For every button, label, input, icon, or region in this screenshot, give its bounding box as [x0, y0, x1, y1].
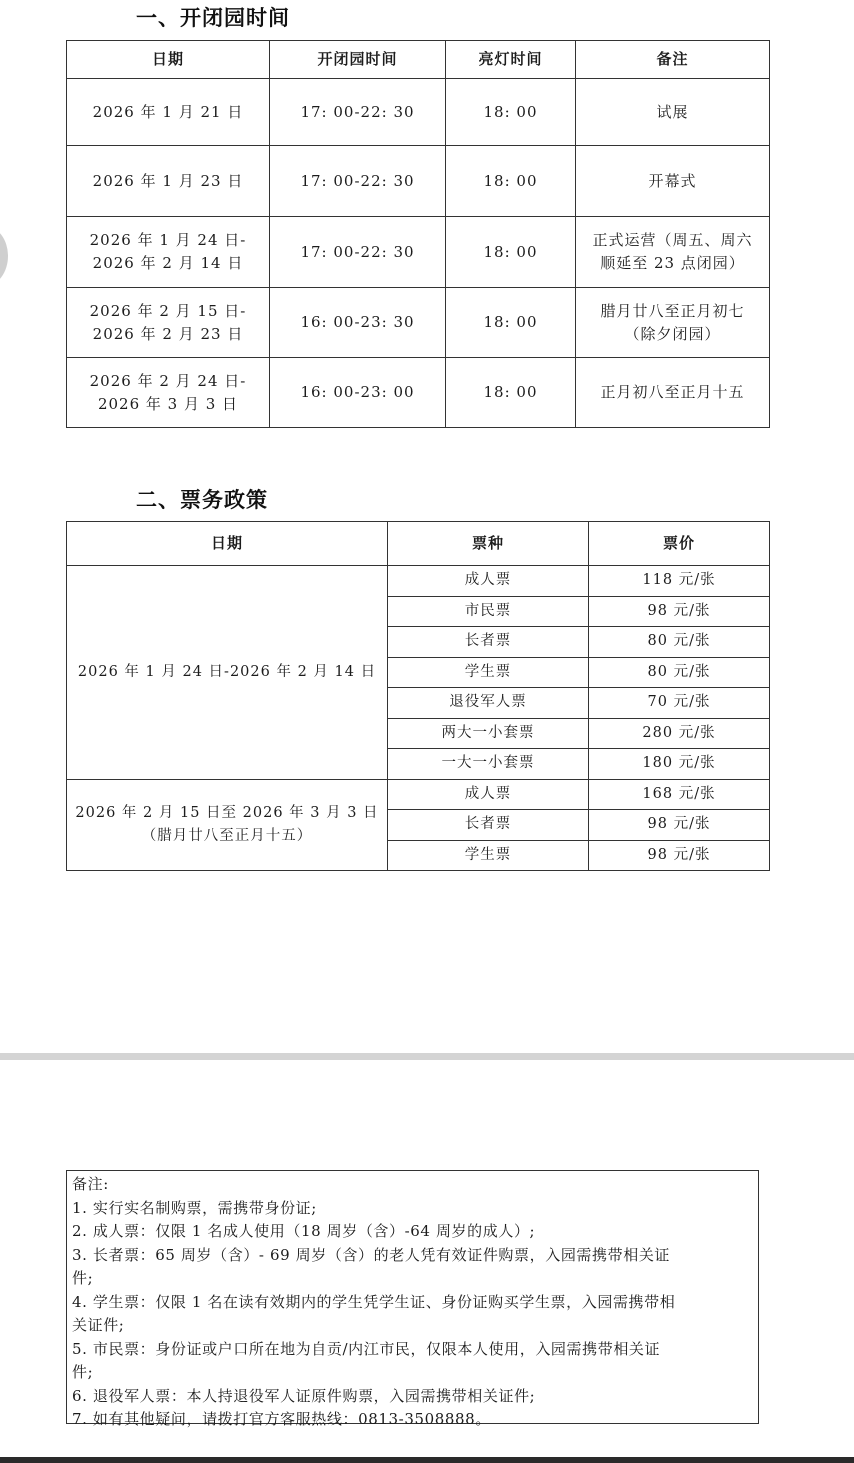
ticket-price-cell: 180 元/张	[589, 749, 770, 780]
ticket-type-cell: 学生票	[388, 657, 589, 688]
table-row	[67, 779, 770, 810]
notes-box	[66, 1170, 759, 1428]
date-cell: 2026 年 1 月 24 日- 2026 年 2 月 14 日	[67, 217, 270, 288]
notes-title: 备注:	[72, 1175, 109, 1193]
table-row	[67, 566, 770, 597]
hours-cell: 17: 00-22: 30	[270, 217, 446, 288]
tickets-header-row	[67, 522, 770, 566]
ticket-price-cell: 280 元/张	[589, 718, 770, 749]
header-lighting-time: 亮灯时间	[446, 41, 576, 79]
table-row	[67, 217, 770, 288]
ticket-price-cell: 80 元/张	[589, 657, 770, 688]
header-opening-hours: 开闭园时间	[270, 41, 446, 79]
notes-line: 5. 市民票：身份证或户口所在地为自贡/内江市民，仅限本人使用，入园需携带相关证	[72, 1339, 661, 1358]
date-range-cell: 2026 年 2 月 15 日至 2026 年 3 月 3 日 （腊月廿八至正月十五）	[67, 779, 388, 871]
date-cell: 2026 年 1 月 23 日	[67, 146, 270, 217]
note-cell: 开幕式	[576, 146, 770, 217]
date-cell: 2026 年 1 月 21 日	[67, 79, 270, 146]
ticket-type-cell: 成人票	[388, 779, 589, 810]
page-divider	[0, 1053, 854, 1060]
ticket-price-cell: 98 元/张	[589, 596, 770, 627]
lights-cell: 18: 00	[446, 79, 576, 146]
ticket-type-cell: 长者票	[388, 810, 589, 841]
hours-cell: 16: 00-23: 30	[270, 288, 446, 358]
notes-line: 4. 学生票：仅限 1 名在读有效期内的学生凭学生证、身份证购买学生票，入园需携带相	[72, 1292, 676, 1311]
notes-line: 1. 实行实名制购票，需携带身份证;	[72, 1198, 317, 1217]
table-row	[67, 358, 770, 428]
ticket-type-cell: 两大一小套票	[388, 718, 589, 749]
note-cell: 正式运营（周五、周六 顺延至 23 点闭园）	[576, 217, 770, 288]
date-cell: 2026 年 2 月 15 日- 2026 年 2 月 23 日	[67, 288, 270, 358]
hours-header-row	[67, 41, 770, 79]
ticket-type-cell: 一大一小套票	[388, 749, 589, 780]
date-cell: 2026 年 2 月 24 日- 2026 年 3 月 3 日	[67, 358, 270, 428]
hours-cell: 17: 00-22: 30	[270, 79, 446, 146]
notes-line: 2. 成人票：仅限 1 名成人使用（18 周岁（含）-64 周岁的成人）;	[72, 1222, 536, 1240]
lights-cell: 18: 00	[446, 146, 576, 217]
notes-line: 关证件;	[72, 1316, 125, 1334]
header-date: 日期	[67, 522, 388, 566]
table-row	[67, 288, 770, 358]
notes-line: 7. 如有其他疑问，请拨打官方客服热线：0813-3508888。	[72, 1410, 491, 1428]
ticket-policy-table	[66, 521, 770, 871]
header-ticket-type: 票种	[388, 522, 589, 566]
notes-line: 3. 长者票：65 周岁（含）- 69 周岁（含）的老人凭有效证件购票，入园需携带相关证	[72, 1245, 671, 1264]
section-title-tickets: 二、票务政策	[136, 488, 268, 512]
notes-line: 件;	[72, 1363, 94, 1381]
hours-cell: 16: 00-23: 00	[270, 358, 446, 428]
ticket-type-cell: 退役军人票	[388, 688, 589, 719]
note-cell: 正月初八至正月十五	[576, 358, 770, 428]
ticket-type-cell: 成人票	[388, 566, 589, 597]
ticket-price-cell: 98 元/张	[589, 810, 770, 841]
section-title-hours: 一、开闭园时间	[136, 6, 290, 30]
table-row	[67, 146, 770, 217]
header-ticket-price: 票价	[589, 522, 770, 566]
header-remarks: 备注	[576, 41, 770, 79]
ticket-price-cell: 80 元/张	[589, 627, 770, 658]
side-scroll-knob[interactable]	[0, 226, 8, 286]
ticket-type-cell: 长者票	[388, 627, 589, 658]
header-date: 日期	[67, 41, 270, 79]
table-row	[67, 79, 770, 146]
ticket-price-cell: 98 元/张	[589, 840, 770, 871]
notes-line: 件;	[72, 1269, 94, 1287]
ticket-price-cell: 168 元/张	[589, 779, 770, 810]
bottom-bar	[0, 1457, 854, 1463]
lights-cell: 18: 00	[446, 288, 576, 358]
note-cell: 试展	[576, 79, 770, 146]
notes-line: 6. 退役军人票：本人持退役军人证原件购票，入园需携带相关证件;	[72, 1386, 536, 1405]
lights-cell: 18: 00	[446, 358, 576, 428]
ticket-price-cell: 118 元/张	[589, 566, 770, 597]
ticket-type-cell: 市民票	[388, 596, 589, 627]
ticket-type-cell: 学生票	[388, 840, 589, 871]
opening-hours-table	[66, 40, 770, 428]
hours-cell: 17: 00-22: 30	[270, 146, 446, 217]
date-range-cell: 2026 年 1 月 24 日-2026 年 2 月 14 日	[67, 566, 388, 780]
ticket-price-cell: 70 元/张	[589, 688, 770, 719]
lights-cell: 18: 00	[446, 217, 576, 288]
note-cell: 腊月廿八至正月初七 （除夕闭园）	[576, 288, 770, 358]
